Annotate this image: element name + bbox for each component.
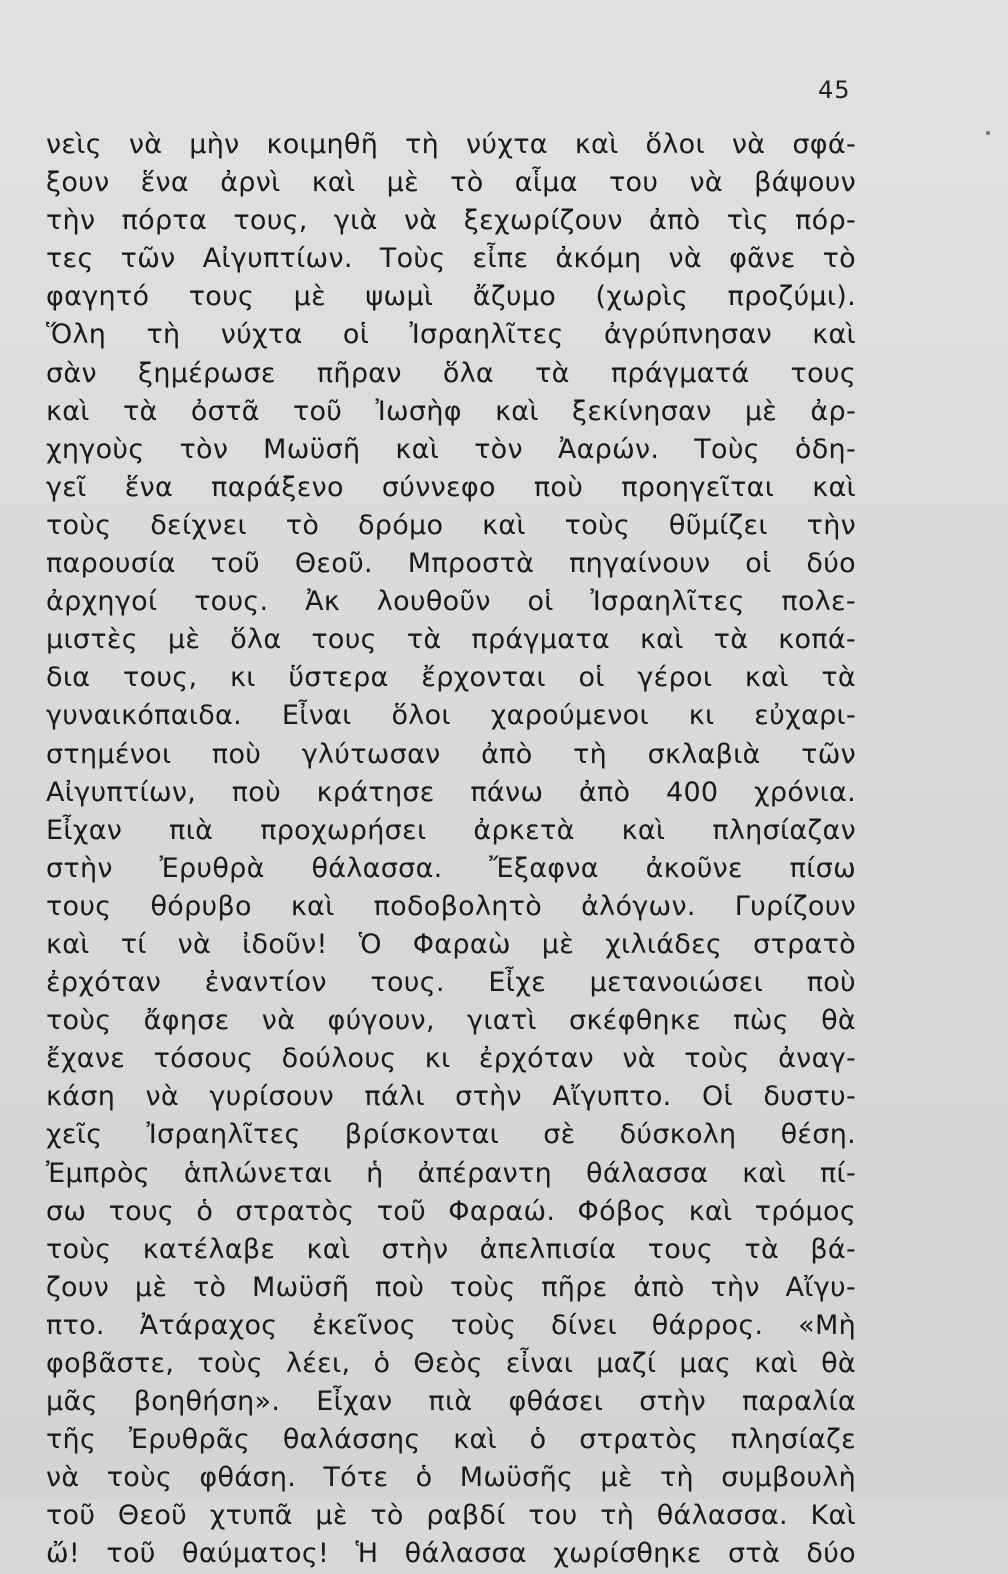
text-line: τοὺς ἄφησε νὰ φύγουν, γιατὶ σκέφθηκε πὼς θὰ xyxy=(46,1005,856,1037)
text-line: τοὺς κατέλαβε καὶ στὴν ἀπελπισία τους τὰ βά- xyxy=(46,1233,856,1265)
text-line: τοὺς δείχνει τὸ δρόμο καὶ τοὺς θῦμίζει τὴν xyxy=(46,509,856,541)
body-text xyxy=(46,126,856,1574)
text-line: πτο. Ἀτάραχος ἐκεῖνος τοὺς δίνει θάρρος. «Μὴ xyxy=(46,1309,856,1341)
text-line: ἐρχόταν ἐναντίον τους. Εἶχε μετανοιώσει ποὺ xyxy=(46,967,856,999)
text-line: μιστὲς μὲ ὅλα τους τὰ πράγματα καὶ τὰ κοπά- xyxy=(46,624,856,656)
text-line: στὴν Ἐρυθρὰ θάλασσα. Ἔξαφνα ἀκοῦνε πίσω xyxy=(46,852,856,884)
text-line: ὤ! τοῦ θαύματος! Ἡ θάλασσα χωρίσθηκε στὰ δύο xyxy=(46,1538,856,1570)
text-line: ἀρχηγοί τους. Ἀκ λουθοῦν οἱ Ἰσραηλῖτες πολε- xyxy=(46,586,856,618)
text-line: ζουν μὲ τὸ Μωϋσῆ ποὺ τοὺς πῆρε ἀπὸ τὴν Αἴγυ- xyxy=(46,1271,856,1303)
text-line: τες τῶν Αἰγυπτίων. Τοὺς εἶπε ἀκόμη νὰ φᾶνε τὸ xyxy=(46,243,856,275)
text-line: δια τους, κι ὕστερα ἔρχονται οἱ γέροι καὶ τὰ xyxy=(46,662,856,694)
text-line: Ὅλη τὴ νύχτα οἱ Ἰσραηλῖτες ἀγρύπνησαν καὶ xyxy=(46,319,856,351)
text-line: φαγητό τους μὲ ψωμὶ ἄζυμο (χωρὶς προζύμι). xyxy=(46,281,856,313)
text-line: νεὶς νὰ μὴν κοιμηθῆ τὴ νύχτα καὶ ὅλοι νὰ σφά- xyxy=(46,129,856,160)
text-line: μᾶς βοηθήση». Εἶχαν πιὰ φθάσει στὴν παραλία xyxy=(46,1386,856,1418)
text-line: τὴν πόρτα τους, γιὰ νὰ ξεχωρίζουν ἀπὸ τὶς πόρ- xyxy=(46,205,856,237)
text-line: στημένοι ποὺ γλύτωσαν ἀπὸ τὴ σκλαβιὰ τῶν xyxy=(46,738,856,770)
text-line: καὶ τί νὰ ἰδοῦν! Ὁ Φαραὼ μὲ χιλιάδες στρατὸ xyxy=(46,928,856,960)
text-line: τους θόρυβο καὶ ποδοβολητὸ ἀλόγων. Γυρίζουν xyxy=(46,890,856,922)
page-number: 45 xyxy=(818,76,851,104)
text-line: σὰν ξημέρωσε πῆραν ὅλα τὰ πράγματά τους xyxy=(46,357,856,389)
text-line: γυναικόπαιδα. Εἶναι ὅλοι χαρούμενοι κι εὐχαρι- xyxy=(46,700,856,732)
text-line: ξουν ἕνα ἀρνὶ καὶ μὲ τὸ αἷμα του νὰ βάψουν xyxy=(46,167,856,199)
text-line: χεῖς Ἰσραηλῖτες βρίσκονται σὲ δύσκολη θέση. xyxy=(46,1119,856,1151)
text-line: κάση νὰ γυρίσουν πάλι στὴν Αἴγυπτο. Οἱ δυστυ- xyxy=(46,1081,856,1113)
text-line: φοβᾶστε, τοὺς λέει, ὁ Θεὸς εἶναι μαζί μας καὶ θὰ xyxy=(46,1348,856,1379)
text-line: καὶ τὰ ὀστᾶ τοῦ Ἰωσὴφ καὶ ξεκίνησαν μὲ ἀρ- xyxy=(46,395,856,427)
text-line: τοῦ Θεοῦ χτυπᾶ μὲ τὸ ραβδί του τὴ θάλασσα. Καὶ xyxy=(46,1500,856,1532)
text-line: τῆς Ἐρυθρᾶς θαλάσσης καὶ ὁ στρατὸς πλησίαζε xyxy=(46,1424,856,1456)
text-line: παρουσία τοῦ Θεοῦ. Μπροστὰ πηγαίνουν οἱ δύο xyxy=(46,548,856,580)
text-line: σω τους ὁ στρατὸς τοῦ Φαραώ. Φόβος καὶ τρόμος xyxy=(46,1195,856,1227)
text-line: Αἰγυπτίων, ποὺ κράτησε πάνω ἀπὸ 400 χρόνια. xyxy=(46,776,856,808)
paper-speck xyxy=(986,131,990,135)
text-line: γεῖ ἕνα παράξενο σύννεφο ποὺ προηγεῖται καὶ xyxy=(46,471,856,503)
text-line: χηγοὺς τὸν Μωϋσῆ καὶ τὸν Ἀαρών. Τοὺς ὁδη- xyxy=(46,433,856,465)
text-line: Ἐμπρὸς ἁπλώνεται ἡ ἀπέραντη θάλασσα καὶ πί- xyxy=(46,1157,856,1189)
text-line: Εἶχαν πιὰ προχωρήσει ἀρκετὰ καὶ πλησίαζαν xyxy=(46,814,856,846)
text-line: νὰ τοὺς φθάση. Τότε ὁ Μωϋσῆς μὲ τὴ συμβουλὴ xyxy=(46,1462,856,1494)
text-line: ἔχανε τόσους δούλους κι ἐρχόταν νὰ τοὺς ἀναγ- xyxy=(46,1043,856,1075)
